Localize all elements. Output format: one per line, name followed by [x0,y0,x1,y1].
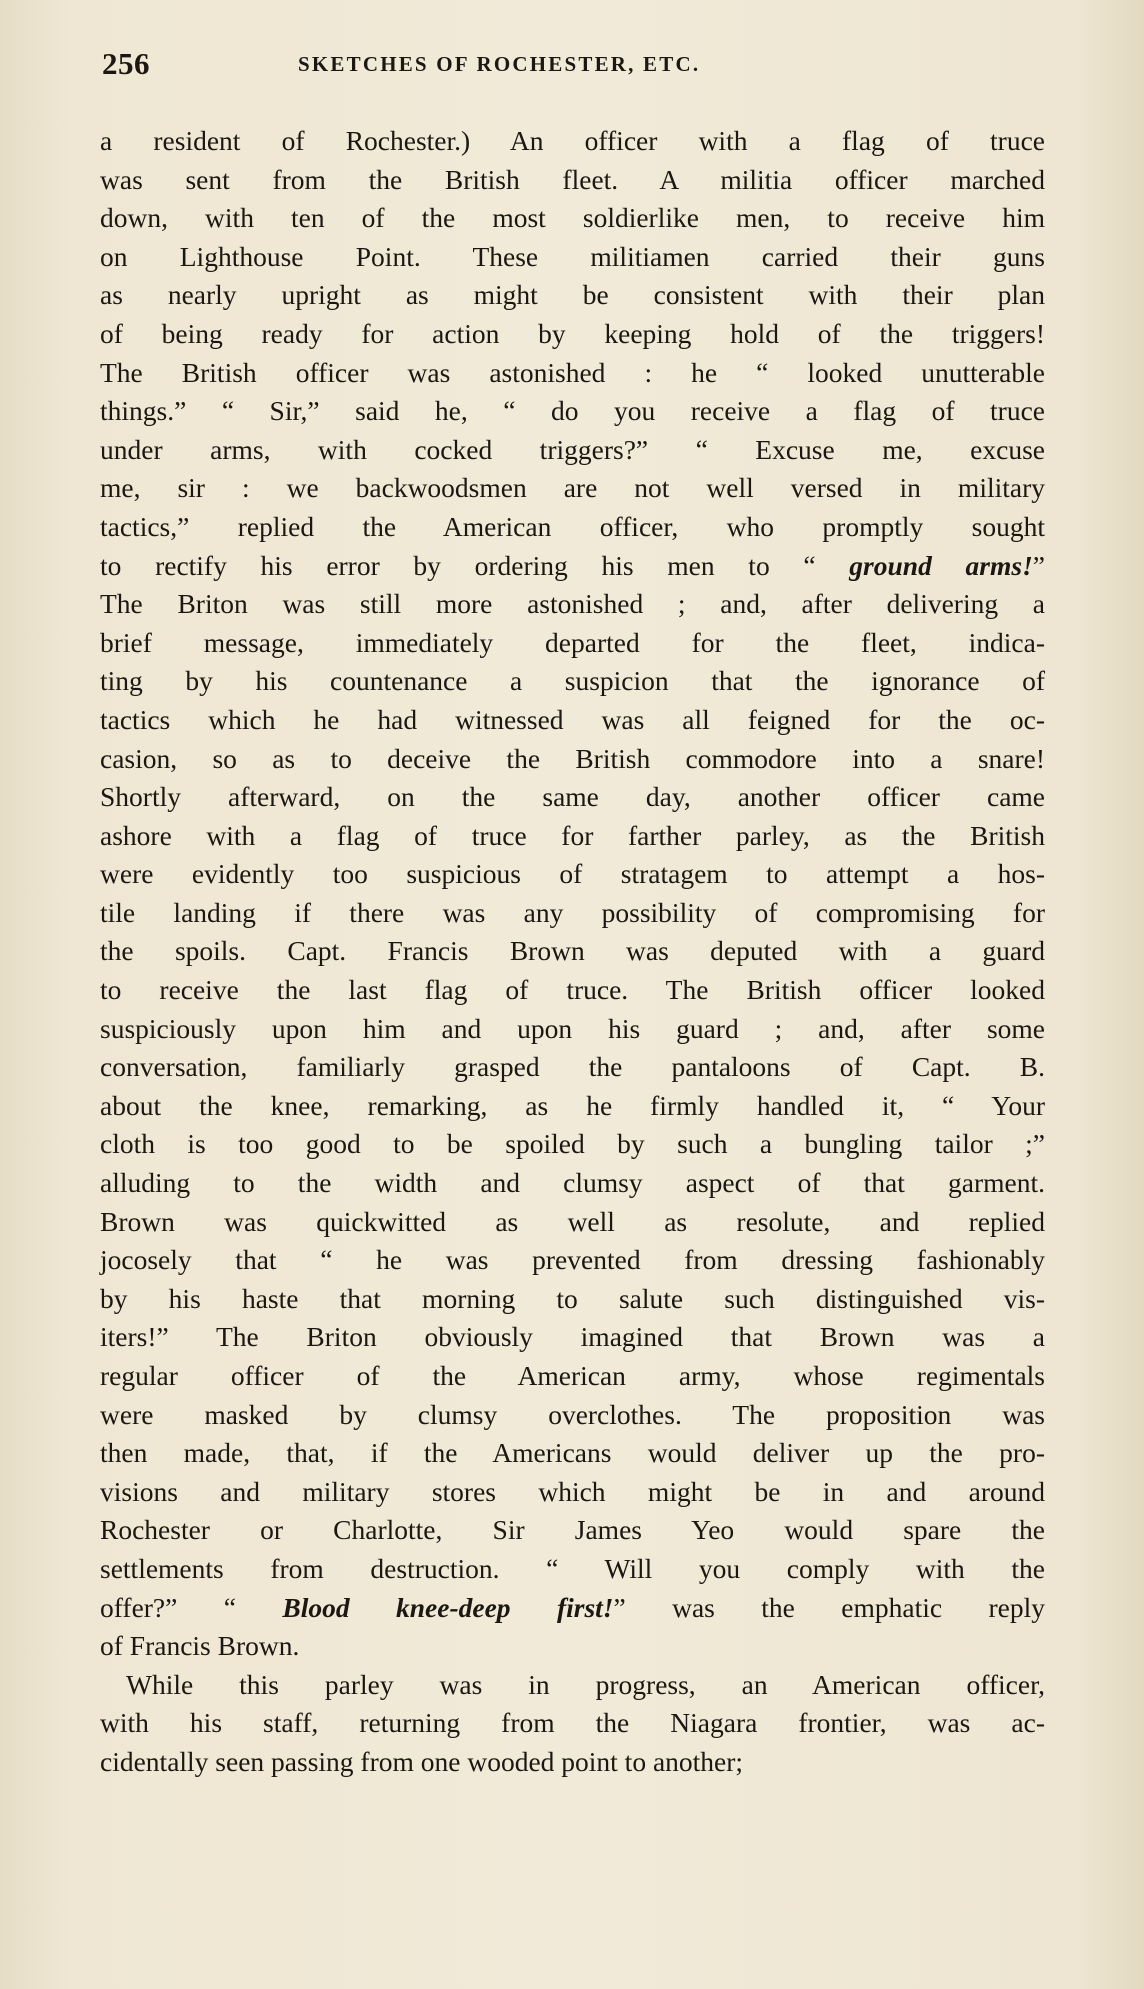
running-head: SKETCHES OF ROCHESTER, ETC. [298,52,701,76]
text-line: things.” “ Sir,” said he, “ do you receive a flag of truce [100,395,1045,427]
text-line: about the knee, remarking, as he firmly handled it, “ Your [100,1089,1045,1121]
text-line: regular officer of the American army, whose regimentals [100,1360,1045,1391]
text-line: suspiciously upon him and upon his guard ; and, after some [100,1012,1045,1044]
text-line: then made, that, if the Americans would deliver up the pro- [100,1437,1045,1469]
text-line: down, with ten of the most soldierlike men, to receive him [100,202,1045,234]
text-line: The British officer was astonished : he “ looked unutterable [100,356,1045,388]
text-segment: ” [1032,549,1045,581]
text-line: the spoils. Capt. Francis Brown was deputed with a guard [100,935,1045,967]
text-line: on Lighthouse Point. These militiamen carried their guns [100,240,1045,272]
page-header [100,46,1045,86]
text-line [100,547,1045,586]
text-line: Rochester or Charlotte, Sir James Yeo would spare the [100,1514,1045,1546]
text-segment: offer?” “ [100,1591,283,1623]
text-line: The Briton was still more astonished ; and, after delivering a [100,588,1045,620]
text-line: were masked by clumsy overclothes. The proposition was [100,1398,1045,1430]
text-line: were evidently too suspicious of stratagem to attempt a hos- [100,858,1045,890]
text-line: tile landing if there was any possibility of compromising for [100,896,1045,928]
text-line: jocosely that “ he was prevented from dressing fashionably [100,1244,1045,1276]
text-line: cidentally seen passing from one wooded point to another; [100,1745,744,1777]
paragraph [100,122,1045,1666]
text-segment: ” was the emphatic reply [613,1591,1045,1623]
text-line: me, sir : we backwoodsmen are not well versed in military [100,472,1045,504]
text-line: of Francis Brown. [100,1630,300,1662]
text-segment: to rectify his error by ordering his men to “ [100,549,850,581]
text-line: iters!” The Briton obviously imagined that Brown was a [100,1321,1045,1353]
text-line: Shortly afterward, on the same day, another officer came [100,781,1045,813]
text-line: conversation, familiarly grasped the pantaloons of Capt. B. [100,1051,1045,1083]
emphasized-text: Blood knee-deep first! [282,1591,614,1623]
text-line: under arms, with cocked triggers?” “ Excuse me, excuse [100,433,1045,465]
text-line: cloth is too good to be spoiled by such a bungling tailor ;” [100,1128,1045,1160]
text-line: While this parley was in progress, an American officer, [126,1668,1045,1700]
text-line: as nearly upright as might be consistent with their plan [100,279,1045,311]
text-line: ting by his countenance a suspicion that the ignorance of [100,665,1045,697]
text-line: to receive the last flag of truce. The British officer looked [100,974,1045,1006]
text-line: was sent from the British fleet. A militia officer marched [100,163,1045,195]
text-line: alluding to the width and clumsy aspect of that garment. [100,1167,1045,1199]
emphasized-text: ground arms! [849,549,1033,581]
text-line: tactics,” replied the American officer, who promptly sought [100,510,1045,542]
text-line: of being ready for action by keeping hold of the triggers! [100,317,1045,349]
paragraph [100,1666,1045,1782]
text-line: tactics which he had witnessed was all feigned for the oc- [100,703,1045,735]
text-line: settlements from destruction. “ Will you comply with the [100,1552,1045,1584]
text-line: brief message, immediately departed for the fleet, indica- [100,626,1045,658]
text-line: with his staff, returning from the Niagara frontier, was ac- [100,1707,1045,1739]
text-line: visions and military stores which might be in and around [100,1475,1045,1507]
text-line [100,1589,1045,1628]
body-text [100,122,1045,1782]
text-line: a resident of Rochester.) An officer with a flag of truce [100,125,1045,156]
text-line: Brown was quickwitted as well as resolute, and replied [100,1205,1045,1237]
page-number: 256 [102,46,150,81]
text-line: by his haste that morning to salute such distinguished vis- [100,1282,1045,1314]
text-line: casion, so as to deceive the British commodore into a snare! [100,742,1045,774]
text-line: ashore with a flag of truce for farther parley, as the British [100,819,1045,851]
